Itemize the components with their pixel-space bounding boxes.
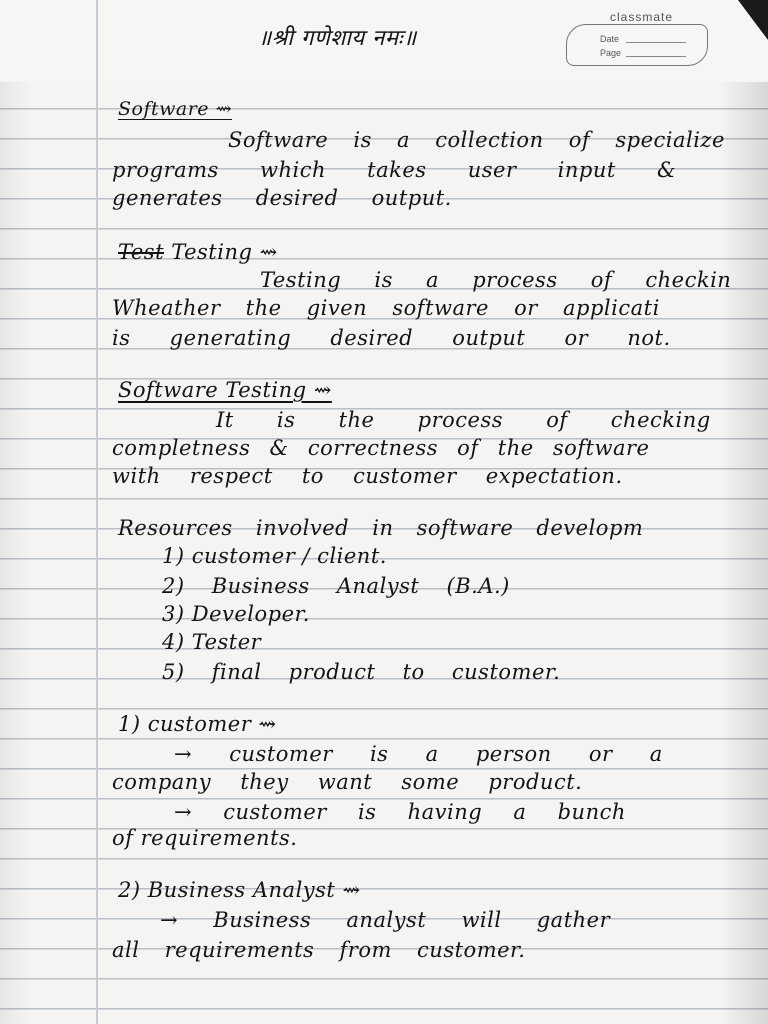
business-analyst-line-1: → Business analyst will gather xyxy=(160,908,611,932)
customer-heading: 1) customer ⇝ xyxy=(118,712,277,736)
software-heading: Software ⇝ xyxy=(118,98,232,120)
logo-shape xyxy=(566,24,708,66)
testing-line-3: is generating desired output or not. xyxy=(112,326,671,350)
business-analyst-line-2: all requirements from customer. xyxy=(112,938,526,962)
business-analyst-heading: 2) Business Analyst ⇝ xyxy=(118,878,361,902)
margin-line xyxy=(96,0,98,1024)
software-testing-line-1: It is the process of checking xyxy=(216,408,711,432)
classmate-logo xyxy=(566,10,716,72)
testing-heading-strike: Test xyxy=(118,240,165,264)
testing-heading-text: Testing ⇝ xyxy=(171,240,278,264)
testing-line-2: Wheather the given software or applicati xyxy=(112,296,660,320)
software-testing-line-3: with respect to customer expectation. xyxy=(112,464,623,488)
customer-line-3: → customer is having a bunch xyxy=(174,800,626,824)
resources-item-1: 1) customer / client. xyxy=(162,544,387,568)
resources-item-3: 3) Developer. xyxy=(162,602,310,626)
logo-page-label: Page xyxy=(600,48,622,58)
resources-item-4: 4) Tester xyxy=(162,630,262,654)
software-line-1: Software is a collection of specialize xyxy=(228,128,725,152)
logo-date-label: Date xyxy=(600,34,620,44)
resources-item-5: 5) final product to customer. xyxy=(162,660,561,684)
software-line-3: generates desired output. xyxy=(112,186,452,210)
customer-line-1: → customer is a person or a xyxy=(174,742,663,766)
testing-line-1: Testing is a process of checkin xyxy=(260,268,732,292)
page-title: ॥श्री गणेशाय नमः॥ xyxy=(258,26,417,51)
page-corner xyxy=(738,0,768,40)
customer-line-4: of requirements. xyxy=(112,826,298,850)
resources-item-2: 2) Business Analyst (B.A.) xyxy=(162,574,510,598)
customer-line-2: company they want some product. xyxy=(112,770,583,794)
software-testing-line-2: completness & correctness of the software xyxy=(112,436,650,460)
testing-heading xyxy=(118,240,278,264)
logo-brand: classmate xyxy=(610,10,674,24)
software-testing-heading: Software Testing ⇝ xyxy=(118,378,332,402)
software-line-2: programs which takes user input & xyxy=(112,158,677,182)
resources-heading: Resources involved in software developm xyxy=(118,516,644,540)
